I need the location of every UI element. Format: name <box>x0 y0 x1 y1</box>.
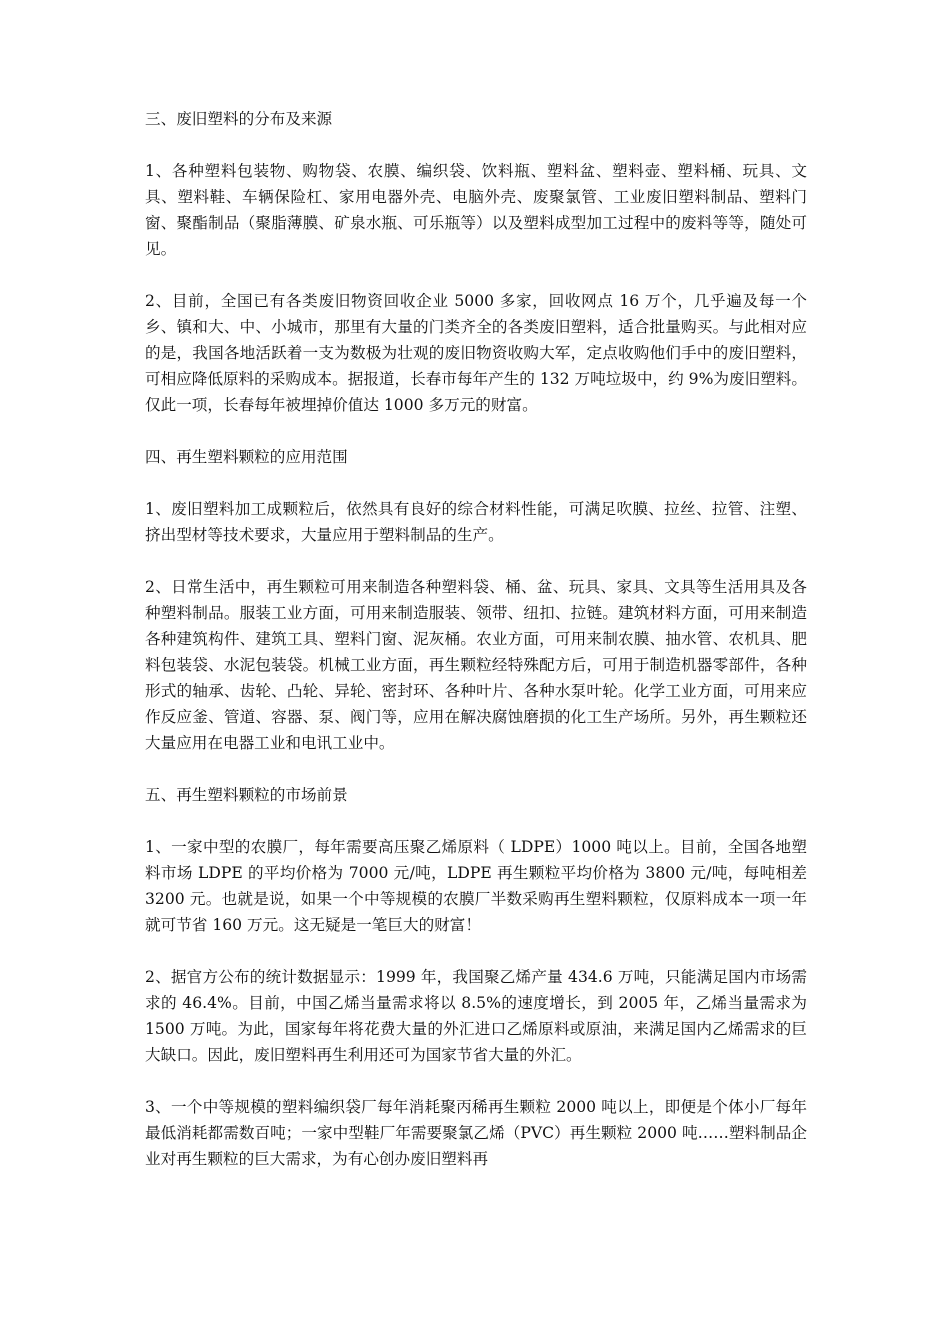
paragraph: 1、一家中型的农膜厂，每年需要高压聚乙烯原料（ LDPE）1000 吨以上。目前，全国各地塑料市场 LDPE 的平均价格为 7000 元/吨，LDPE 再生颗粒平均价格为 3800 元/吨，每吨相差 3200 元。也就是说，如果一个中等规模的农膜厂半数采购再生塑料颗粒，仅原料成本一项一年就可节省 160 万元。这无疑是一笔巨大的财富！ <box>145 838 807 934</box>
section-applications <box>145 444 807 756</box>
paragraph: 2、日常生活中，再生颗粒可用来制造各种塑料袋、桶、盆、玩具、家具、文具等生活用具及各种塑料制品。服装工业方面，可用来制造服装、领带、纽扣、拉链。建筑材料方面，可用来制造各种建筑构件、建筑工具、塑料门窗、泥灰桶。农业方面，可用来制农膜、抽水管、农机具、肥料包装袋、水泥包装袋。机械工业方面，再生颗粒经特殊配方后，可用于制造机器零部件，各种形式的轴承、齿轮、凸轮、异轮、密封环、各种叶片、各种水泵叶轮。化学工业方面，可用来应作反应釜、管道、容器、泵、阀门等，应用在解决腐蚀磨损的化工生产场所。另外，再生颗粒还大量应用在电器工业和电讯工业中。 <box>145 578 807 752</box>
document-page <box>145 106 807 1198</box>
section-heading: 五、再生塑料颗粒的市场前景 <box>145 786 348 804</box>
paragraph: 1、各种塑料包装物、购物袋、农膜、编织袋、饮料瓶、塑料盆、塑料壶、塑料桶、玩具、文具、塑料鞋、车辆保险杠、家用电器外壳、电脑外壳、废聚氯管、工业废旧塑料制品、塑料门窗、聚酯制品（聚脂薄膜、矿泉水瓶、可乐瓶等）以及塑料成型加工过程中的废料等等，随处可见。 <box>145 162 807 258</box>
section-heading: 三、废旧塑料的分布及来源 <box>145 110 333 128</box>
paragraph: 2、据官方公布的统计数据显示：1999 年，我国聚乙烯产量 434.6 万吨，只能满足国内市场需求的 46.4%。目前，中国乙烯当量需求将以 8.5%的速度增长，到 2005 年，乙烯当量需求为 1500 万吨。为此，国家每年将花费大量的外汇进口乙烯原料或原油，来满足国内乙烯需求的巨大缺口。因此，废旧塑料再生利用还可为国家节省大量的外汇。 <box>145 968 807 1064</box>
section-distribution <box>145 106 807 418</box>
paragraph: 3、一个中等规模的塑料编织袋厂每年消耗聚丙稀再生颗粒 2000 吨以上，即便是个体小厂每年最低消耗都需数百吨；一家中型鞋厂年需要聚氯乙烯（PVC）再生颗粒 2000 吨……塑料制品企业对再生颗粒的巨大需求，为有心创办废旧塑料再 <box>145 1098 807 1168</box>
section-market-outlook <box>145 782 807 1172</box>
paragraph: 1、废旧塑料加工成颗粒后，依然具有良好的综合材料性能，可满足吹膜、拉丝、拉管、注塑、挤出型材等技术要求，大量应用于塑料制品的生产。 <box>145 500 807 544</box>
paragraph: 2、目前，全国已有各类废旧物资回收企业 5000 多家，回收网点 16 万个，几乎遍及每一个乡、镇和大、中、小城市，那里有大量的门类齐全的各类废旧塑料，适合批量购买。与此相对应的是，我国各地活跃着一支为数极为壮观的废旧物资收购大军，定点收购他们手中的废旧塑料，可相应降低原料的采购成本。据报道，长春市每年产生的 132 万吨垃圾中，约 9%为废旧塑料。仅此一项，长春每年被埋掉价值达 1000 多万元的财富。 <box>145 292 807 414</box>
section-heading: 四、再生塑料颗粒的应用范围 <box>145 448 348 466</box>
